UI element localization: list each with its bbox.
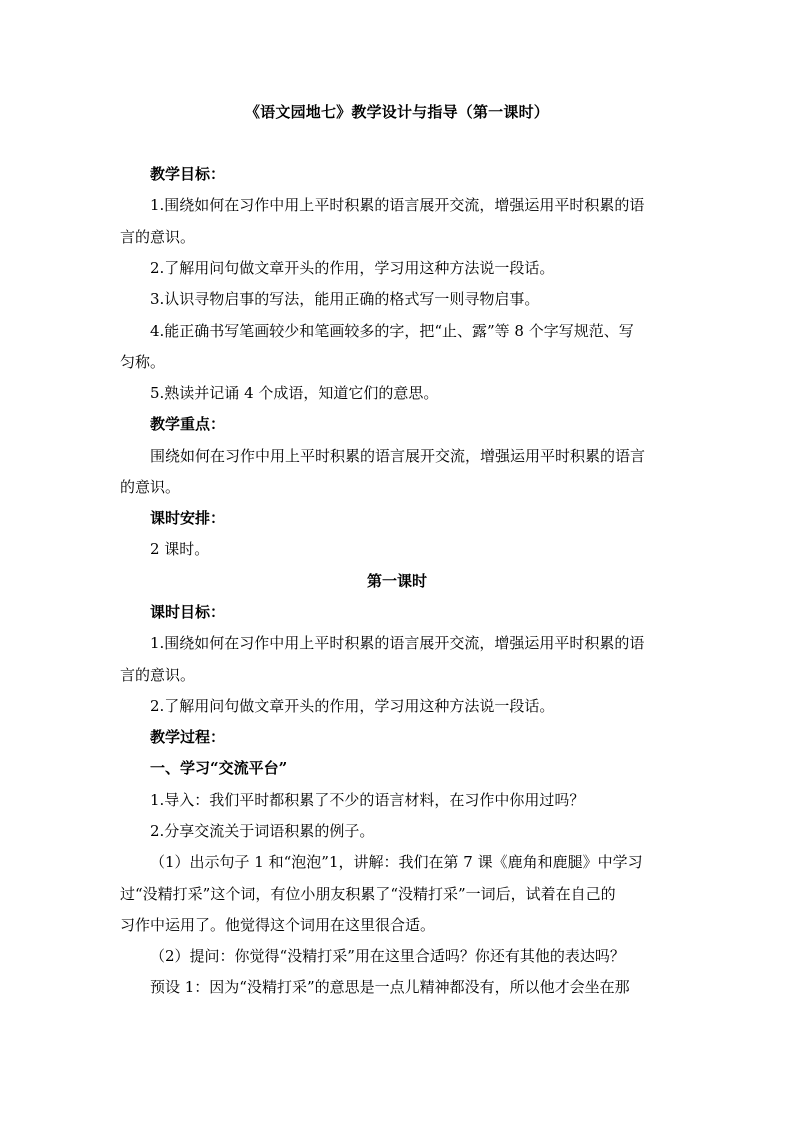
step-2-1-line-3: 习作中运用了。他觉得这个词用在这里很合适。 [120,916,436,934]
key-points-heading: 教学重点： [150,415,226,433]
goal-5: 5.熟读并记诵 4 个成语，知道它们的意思。 [150,384,439,402]
lesson-goal-1-line-2: 言的意识。 [120,666,196,684]
process-heading: 教学过程： [150,728,226,746]
step-2-1-line-2: 过“没精打采”这个词，有位小朋友积累了“没精打采”一词后，试着在自己的 [120,885,616,903]
goal-2: 2.了解用问句做文章开头的作用，学习用这种方法说一段话。 [150,259,555,277]
lesson-goal-2: 2.了解用问句做文章开头的作用，学习用这种方法说一段话。 [150,697,555,715]
lesson-goals-heading: 课时目标： [150,603,226,621]
schedule-value: 2 课时。 [150,540,210,558]
section-1-heading: 一、学习“交流平台” [150,759,288,777]
lesson-one-heading: 第一课时 [366,572,427,590]
teaching-goals-heading: 教学目标： [150,165,226,183]
step-1: 1.导入：我们平时都积累了不少的语言材料，在习作中你用过吗？ [150,791,585,809]
goal-3: 3.认识寻物启事的写法，能用正确的格式写一则寻物启事。 [150,290,540,308]
goal-4-line-1: 4.能正确书写笔画较少和笔画较多的字，把“止、露”等 8 个字写规范、写 [150,322,634,340]
step-2-2: （2）提问：你觉得“没精打采”用在这里合适吗？你还有其他的表达吗？ [150,947,625,965]
lesson-goal-1-line-1: 1.围绕如何在习作中用上平时积累的语言展开交流，增强运用平时积累的语 [150,634,645,652]
preset-1: 预设 1：因为“没精打采”的意思是一点儿精神都没有，所以他才会坐在那 [150,978,630,996]
schedule-heading: 课时安排： [150,509,226,527]
goal-4-line-2: 匀称。 [120,353,166,371]
goal-1-line-1: 1.围绕如何在习作中用上平时积累的语言展开交流，增强运用平时积累的语 [150,196,645,214]
document-title: 《语文园地七》教学设计与指导（第一课时） [244,103,549,121]
key-point-line-2: 的意识。 [120,478,181,496]
key-point-line-1: 围绕如何在习作中用上平时积累的语言展开交流，增强运用平时积累的语言 [150,447,646,465]
step-2: 2.分享交流关于词语积累的例子。 [150,822,375,840]
step-2-1-line-1: （1）出示句子 1 和“泡泡”1，讲解：我们在第 7 课《鹿角和鹿腿》中学习 [150,853,643,871]
goal-1-line-2: 言的意识。 [120,228,196,246]
